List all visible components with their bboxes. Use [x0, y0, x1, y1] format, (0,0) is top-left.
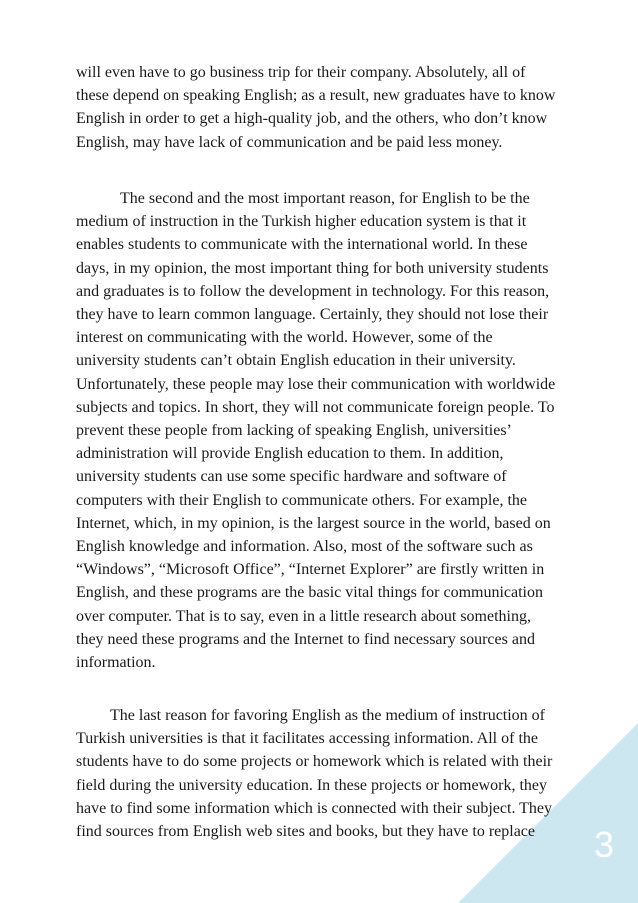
text-line: subjects and topics. In short, they will not communicate foreign people. To: [76, 398, 555, 416]
text-line: computers with their English to communicate others. For example, the: [76, 491, 528, 509]
page-number: 3: [593, 824, 614, 865]
text-line: university students can’t obtain English education in their university.: [76, 352, 516, 370]
text-line: medium of instruction in the Turkish higher education system is that it: [76, 213, 527, 231]
text-line: administration will provide English education to them. In addition,: [76, 445, 504, 463]
text-line: English, may have lack of communication and be paid less money.: [76, 133, 503, 151]
text-line: will even have to go business trip for their company. Absolutely, all of: [76, 64, 526, 81]
text-line: enables students to communicate with the international world. In these: [76, 236, 528, 254]
text-line: university students can use some specific hardware and software of: [76, 468, 507, 486]
text-line: Turkish universities is that it facilitates accessing information. All of the: [76, 730, 538, 748]
text-line: English, and these programs are the basic vital things for communication: [76, 584, 543, 602]
text-line: they need these programs and the Internet to find necessary sources and: [76, 630, 535, 648]
text-line: find sources from English web sites and books, but they have to replace: [76, 823, 535, 841]
paragraph-2: [76, 187, 594, 674]
text-line: “Windows”, “Microsoft Office”, “Internet Explorer” are firstly written in: [76, 561, 545, 579]
paragraph-3: [76, 704, 594, 843]
text-line: these depend on speaking English; as a result, new graduates have to know: [76, 87, 556, 105]
text-line: have to find some information which is connected with their subject. They: [76, 799, 553, 817]
paragraph-1: [76, 61, 594, 154]
text-line: Internet, which, in my opinion, is the largest source in the world, based on: [76, 514, 551, 532]
text-line: English knowledge and information. Also, most of the software such as: [76, 538, 533, 556]
text-line: information.: [76, 654, 156, 672]
text-line: over computer. That is to say, even in a little research about something,: [76, 607, 531, 625]
text-line: The second and the most important reason, for English to be the: [120, 190, 530, 207]
text-line: interest on communicating with the world. However, some of the: [76, 329, 493, 347]
text-line: prevent these people from lacking of speaking English, universities’: [76, 422, 512, 440]
text-line: and graduates is to follow the development in technology. For this reason,: [76, 282, 550, 300]
text-line: The last reason for favoring English as the medium of instruction of: [110, 707, 546, 724]
text-line: Unfortunately, these people may lose their communication with worldwide: [76, 375, 556, 393]
text-line: they have to learn common language. Certainly, they should not lose their: [76, 306, 549, 324]
text-line: days, in my opinion, the most important thing for both university students: [76, 259, 549, 277]
text-line: field during the university education. In these projects or homework, they: [76, 776, 547, 794]
text-line: English in order to get a high-quality job, and the others, who don’t know: [76, 110, 548, 128]
text-line: students have to do some projects or homework which is related with their: [76, 753, 553, 771]
